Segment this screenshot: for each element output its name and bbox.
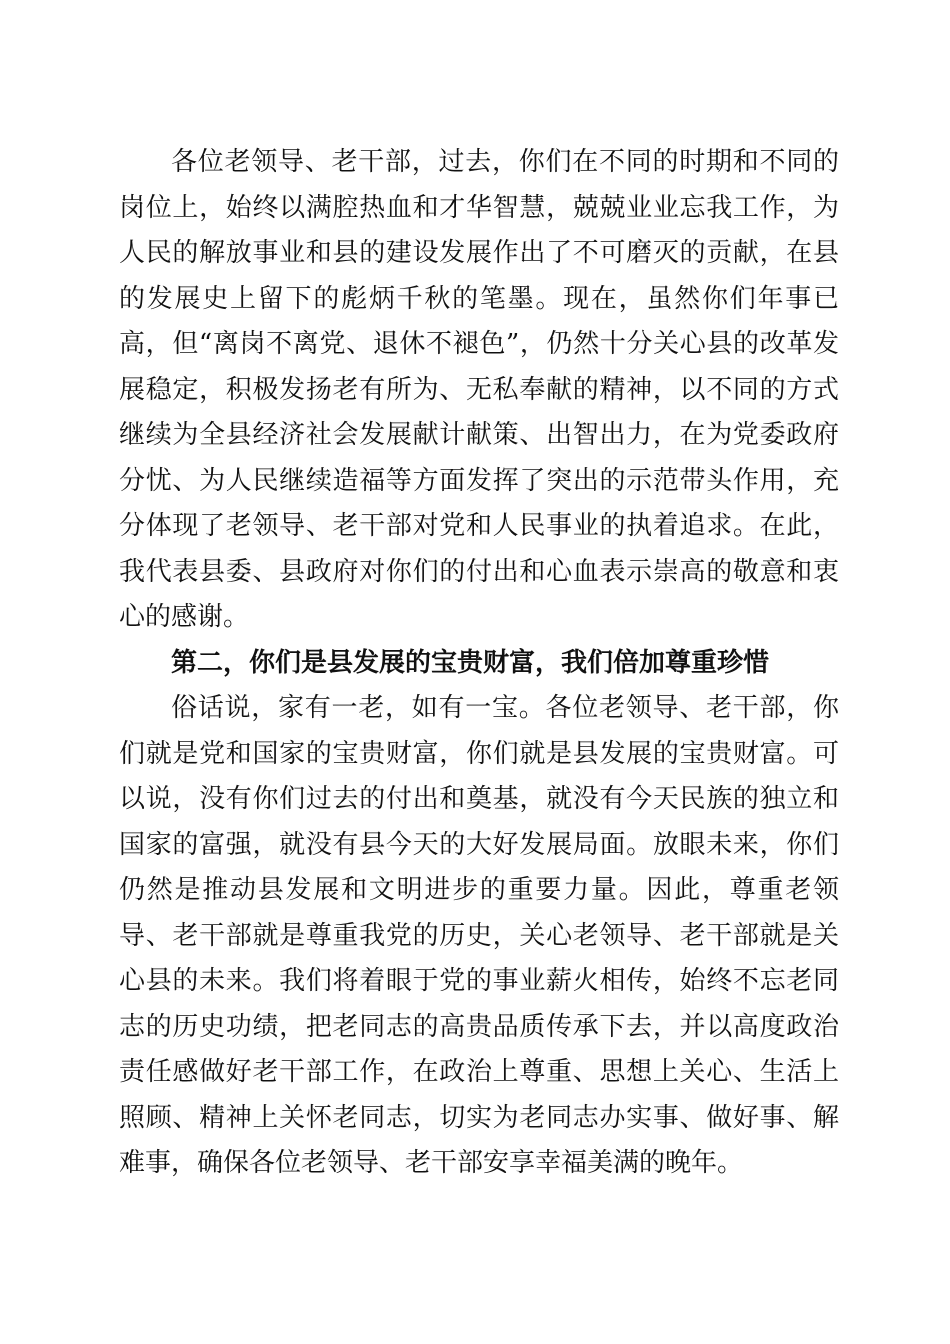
paragraph-valuable-wealth: 俗话说，家有一老，如有一宝。各位老领导、老干部，你们就是党和国家的宝贵财富，你们就是县发展的宝贵财富。可以说，没有你们过去的付出和奠基，就没有今天民族的独立和国家的富强，就没有县今天的大好发展局面。放眼未来，你们仍然是推动县发展和文明进步的重要力量。因此，尊重老领导、老干部就是尊重我党的历史，关心老领导、老干部就是关心县的未来。我们将着眼于党的事业薪火相传，始终不忘老同志的历史功绩，把老同志的高贵品质传承下去，并以高度政治责任感做好老干部工作，在政治上尊重、思想上关心、生活上照顾、精神上关怀老同志，切实为老同志办实事、做好事、解难事，确保各位老领导、老干部安享幸福美满的晚年。 <box>119 693 839 1178</box>
document-body <box>119 140 839 1187</box>
section-heading-second: 第二，你们是县发展的宝贵财富，我们倍加尊重珍惜 <box>171 647 770 678</box>
paragraph-gratitude: 各位老领导、老干部，过去，你们在不同的时期和不同的岗位上，始终以满腔热血和才华智慧，兢兢业业忘我工作，为人民的解放事业和县的建设发展作出了不可磨灭的贡献，在县的发展史上留下的彪炳千秋的笔墨。现在，虽然你们年事已高，但“离岗不离党、退休不褪色”，仍然十分关心县的改革发展稳定，积极发扬老有所为、无私奉献的精神，以不同的方式继续为全县经济社会发展献计献策、出智出力，在为党委政府分忧、为人民继续造福等方面发挥了突出的示范带头作用，充分体现了老领导、老干部对党和人民事业的执着追求。在此，我代表县委、县政府对你们的付出和心血表示崇高的敬意和衷心的感谢。 <box>119 147 839 632</box>
